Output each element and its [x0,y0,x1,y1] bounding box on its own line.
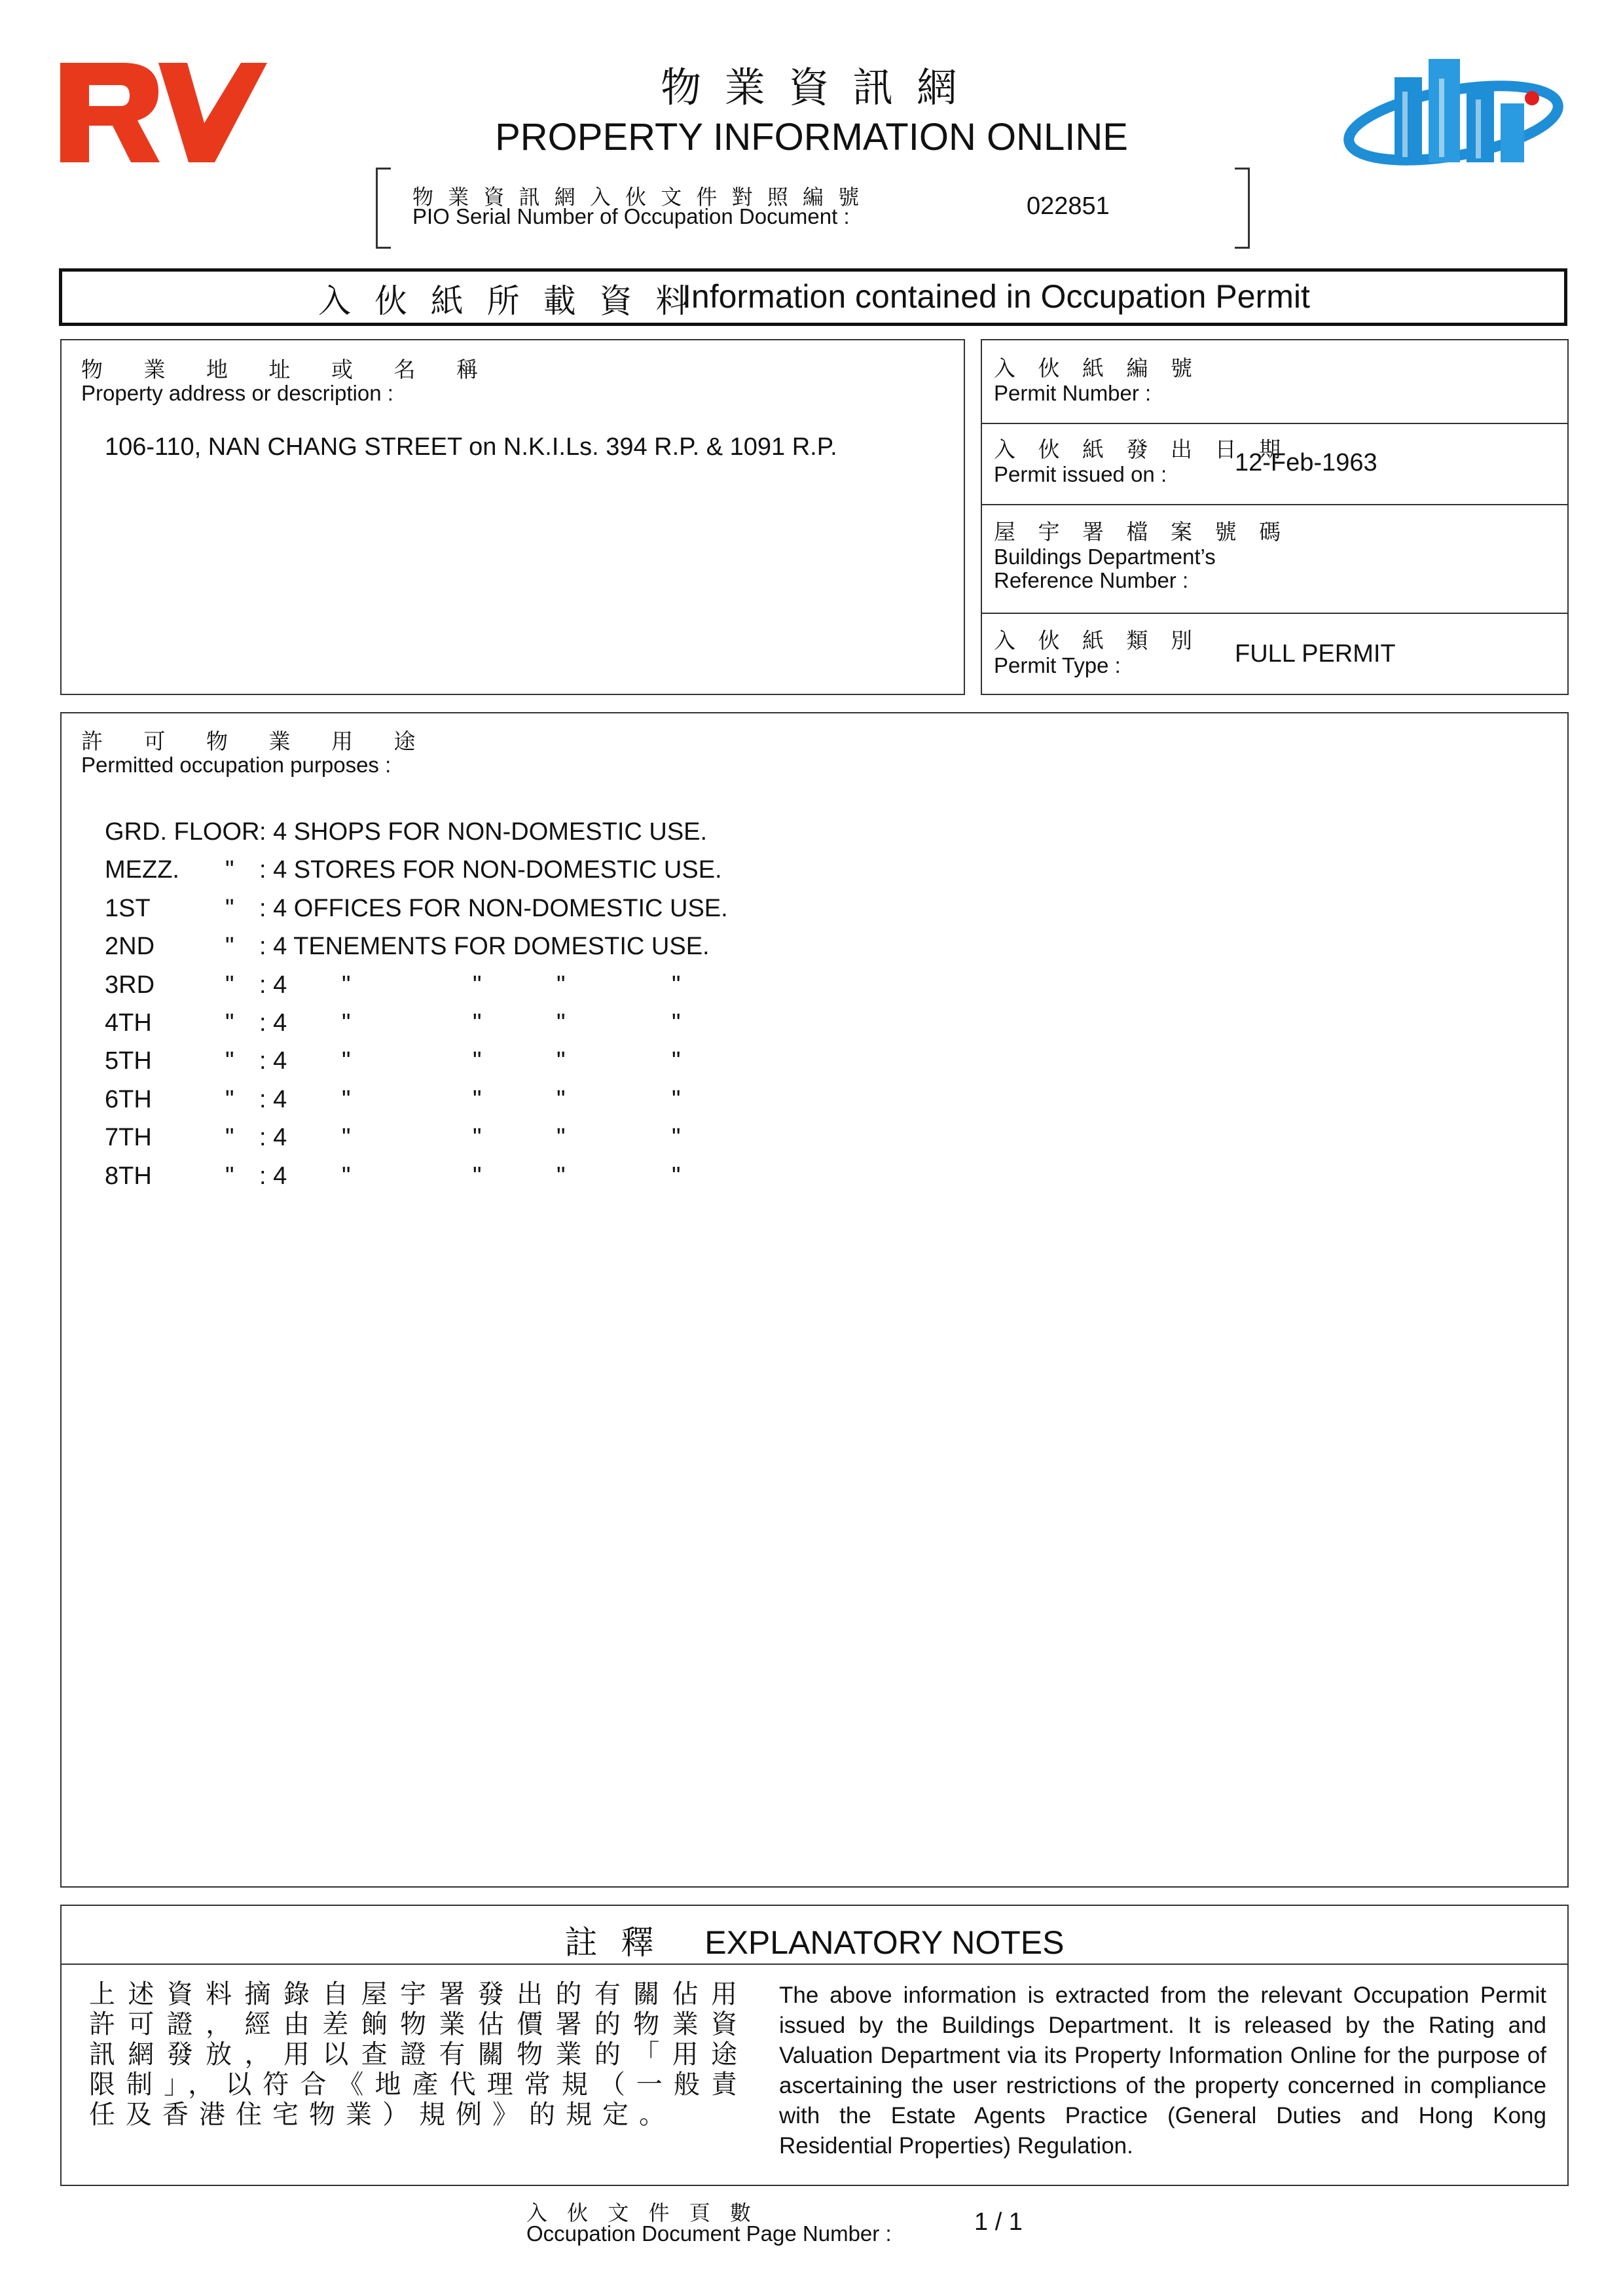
purpose-d4: " [672,1162,681,1190]
notes-text-en: The above information is extracted from the relevant Occupation Permit issued by the Buildings Department. It is released by the Rating and Valuation Department via its Property Information Online for the purpose of ascertaining the user restrictions of the property concerned in compliance with the Estate Agents Practice (General Duties and Hong Kong Residential Properties) Regulation. [779,1982,1546,2159]
property-address: 106-110, NAN CHANG STREET on N.K.I.Ls. 394 R.P. & 1091 R.P. [105,433,837,461]
permit-issued-label-cn: 入 伙 紙 發 出 日 期 [994,437,1288,462]
purpose-d2: " [473,1124,482,1152]
purpose-ditto: " [225,1009,234,1037]
purpose-d4: " [672,1009,681,1037]
purpose-floor: 5TH [105,1047,152,1075]
purpose-text: : 4 [259,1162,287,1190]
purpose-d1: " [342,1124,351,1152]
purpose-floor: 3RD [105,971,155,999]
purpose-ditto: " [225,1047,234,1075]
notes-title-en: EXPLANATORY NOTES [704,1924,1065,1961]
purpose-d3: " [556,1085,566,1113]
permit-issued-value: 12-Feb-1963 [1235,449,1377,476]
property-label-en: Property address or description : [81,381,393,405]
building-globe-icon [1342,52,1571,170]
purpose-d1: " [342,971,351,999]
purpose-d3: " [556,1047,566,1075]
purpose-d3: " [556,971,566,999]
purpose-d2: " [473,1085,482,1113]
purpose-floor: GRD. FLOOR [105,818,260,846]
purpose-ditto: " [225,894,234,922]
purpose-floor: 8TH [105,1162,152,1190]
section-title-cn: 入 伙 紙 所 載 資 料 [318,282,695,320]
purpose-d4: " [672,971,681,999]
property-label-cn: 物 業 地 址 或 名 稱 [81,357,495,382]
page-number: 1 / 1 [974,2208,1023,2236]
notes-title-cn: 註 釋 [564,1924,661,1962]
permit-number-label-cn: 入 伙 紙 編 號 [994,355,1200,381]
purpose-text: : 4 TENEMENTS FOR DOMESTIC USE. [259,933,710,961]
serial-value: 022851 [1027,192,1110,220]
purpose-ditto: " [225,856,234,884]
purpose-d2: " [473,1009,482,1037]
purpose-text: : 4 [259,1047,287,1075]
permit-type-value: FULL PERMIT [1235,640,1396,668]
purpose-text: : 4 STORES FOR NON-DOMESTIC USE. [259,856,722,884]
title-en: PROPERTY INFORMATION ONLINE [495,116,1128,158]
pio-logo [1342,52,1571,170]
page-label-cn: 入 伙 文 件 頁 數 [526,2200,757,2225]
purpose-floor: 7TH [105,1124,152,1152]
purpose-floor: MEZZ. [105,856,179,884]
purpose-ditto: " [225,1085,234,1113]
purpose-d4: " [672,1047,681,1075]
purpose-d1: " [342,1009,351,1037]
purpose-d2: " [473,1162,482,1190]
purpose-floor: 1ST [105,894,151,922]
notes-text-cn: 上述資料摘錄自屋宇署發出的有關佔用許可證，經由差餉物業估價署的物業資訊網發放，用以查證有關物業的「用途限制」，以符合《地產代理常規（一般責任及香港住宅物業）規例》的規定。 [89,1979,748,2130]
serial-label-cn: 物 業 資 訊 網 入 伙 文 件 對 照 編 號 [412,185,864,209]
purpose-ditto: " [225,1124,234,1152]
purpose-text: : 4 [259,1085,287,1113]
purpose-text: : 4 [259,1009,287,1037]
purpose-floor: 2ND [105,933,155,961]
purpose-ditto: " [225,933,234,961]
purpose-d3: " [556,1162,566,1190]
purpose-d1: " [342,1162,351,1190]
serial-label-en: PIO Serial Number of Occupation Document : [412,204,850,228]
page-label-en: Occupation Document Page Number : [526,2221,892,2246]
purpose-floor: 6TH [105,1085,152,1113]
serial-bracket-right [1235,168,1250,249]
purpose-d2: " [473,971,482,999]
purpose-d1: " [342,1047,351,1075]
notes-title [60,1916,1569,1964]
purpose-ditto: " [225,1162,234,1190]
bd-reference-label-en2: Reference Number : [994,568,1189,592]
title-cn: 物 業 資 訊 網 [661,63,962,111]
purpose-text: : 4 [259,1124,287,1152]
purpose-text: : 4 SHOPS FOR NON-DOMESTIC USE. [259,818,708,846]
bd-reference-label-cn: 屋 宇 署 檔 案 號 碼 [994,519,1288,545]
section-title-en: Information contained in Occupation Permit [682,278,1310,315]
serial-bracket-left [376,168,391,249]
purpose-text: : 4 OFFICES FOR NON-DOMESTIC USE. [259,894,728,922]
purpose-ditto: " [225,971,234,999]
purposes-label-en: Permitted occupation purposes : [81,753,392,777]
purpose-d1: " [342,1085,351,1113]
purpose-floor: 4TH [105,1009,152,1037]
permit-type-label-cn: 入 伙 紙 類 別 [994,628,1200,653]
bd-reference-label-en: Buildings Department’s [994,545,1216,569]
purpose-d4: " [672,1085,681,1113]
permit-number-label-en: Permit Number : [994,381,1152,405]
purpose-d3: " [556,1009,566,1037]
permit-issued-label-en: Permit issued on : [994,462,1167,486]
purpose-text: : 4 [259,971,287,999]
purpose-d3: " [556,1124,566,1152]
purposes-label-cn: 許 可 物 業 用 途 [81,728,433,754]
purpose-d2: " [473,1047,482,1075]
purpose-d4: " [672,1124,681,1152]
permit-type-label-en: Permit Type : [994,653,1121,677]
permitted-purposes-box [60,712,1569,1888]
